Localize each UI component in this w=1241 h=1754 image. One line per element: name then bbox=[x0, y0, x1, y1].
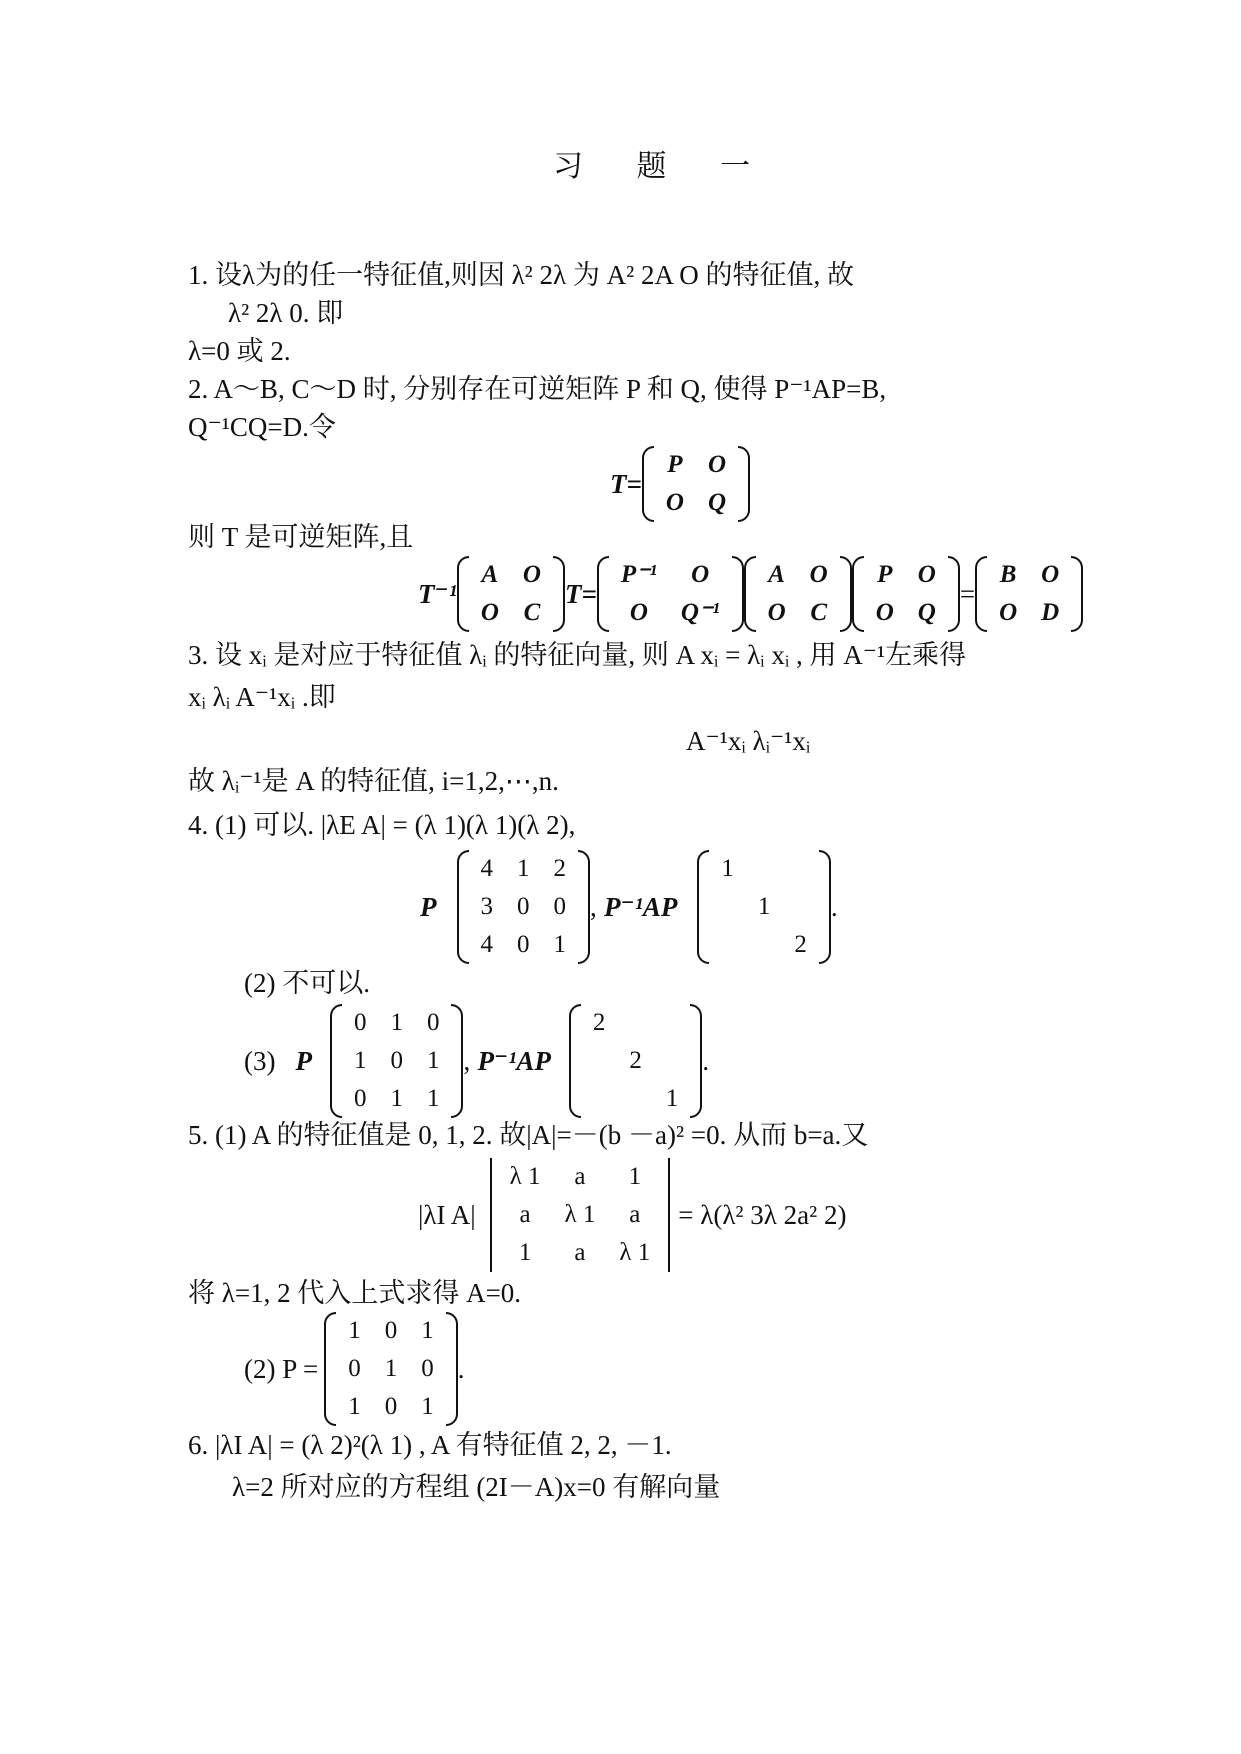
det-cell: a bbox=[574, 1163, 586, 1190]
P2-cell: 1 bbox=[348, 1393, 361, 1420]
P-label: P bbox=[420, 892, 437, 922]
P1-cell: 1 bbox=[553, 931, 566, 958]
m2-cell: P⁻¹ bbox=[620, 561, 657, 588]
det-cell: a bbox=[519, 1201, 531, 1228]
matrix-m5 bbox=[975, 556, 1083, 632]
D3-cell bbox=[581, 1042, 618, 1080]
m5-cell: B bbox=[999, 561, 1017, 588]
p3-line4: 故 λᵢ⁻¹是 A 的特征值, i=1,2,⋯,n. bbox=[188, 766, 559, 796]
P1-cell: 3 bbox=[480, 893, 493, 920]
T-matrix bbox=[642, 446, 750, 522]
det-cell: λ 1 bbox=[564, 1201, 596, 1228]
matrix-m3 bbox=[744, 556, 852, 632]
D1-cell bbox=[709, 926, 746, 964]
P1-cell: 0 bbox=[517, 931, 530, 958]
m2-cell: O bbox=[629, 599, 648, 626]
det-matrix bbox=[490, 1158, 671, 1272]
matrix-m4 bbox=[852, 556, 960, 632]
m3-cell: O bbox=[809, 561, 828, 588]
det-label: |λI A| bbox=[418, 1200, 476, 1230]
matrix-P3 bbox=[330, 1004, 464, 1118]
m2-cell: Q⁻¹ bbox=[680, 599, 720, 626]
P2-cell: 0 bbox=[421, 1355, 434, 1382]
m3-cell: O bbox=[767, 599, 786, 626]
PAP-label: P⁻¹AP bbox=[604, 892, 678, 922]
D3-cell bbox=[654, 1004, 691, 1042]
eq-lhs: T⁻¹ bbox=[418, 579, 457, 609]
m1-cell: O bbox=[522, 561, 541, 588]
P3-cell: 1 bbox=[390, 1085, 403, 1112]
m3-cell: C bbox=[810, 599, 828, 626]
p1-line1: 1. 设λ为的任一特征值,则因 λ² 2λ 为 A² 2A O 的特征值, 故 bbox=[188, 260, 854, 290]
det-cell: λ 1 bbox=[619, 1239, 651, 1266]
m2-cell: O bbox=[691, 561, 710, 588]
T-definition bbox=[610, 446, 750, 522]
P2-cell: 1 bbox=[421, 1317, 434, 1344]
matrix-D3 bbox=[569, 1004, 703, 1118]
P3-cell: 1 bbox=[353, 1047, 367, 1074]
D3-cell bbox=[617, 1004, 654, 1042]
p2-line3: 则 T 是可逆矩阵,且 bbox=[188, 522, 414, 552]
P1-cell: 0 bbox=[553, 893, 566, 920]
D1-cell bbox=[709, 888, 746, 926]
P1-cell: 4 bbox=[480, 931, 493, 958]
matrix-m1 bbox=[457, 556, 565, 632]
page-title: 习 题 一 bbox=[553, 149, 773, 184]
P2-cell: 1 bbox=[421, 1393, 434, 1420]
m4-cell: O bbox=[875, 599, 894, 626]
det-cell: 1 bbox=[628, 1163, 642, 1190]
PAP-label-3: P⁻¹AP bbox=[477, 1046, 551, 1076]
det-cell: a bbox=[574, 1239, 586, 1266]
m4-cell: O bbox=[917, 561, 936, 588]
matrix-D1 bbox=[697, 850, 831, 964]
p2-line2: Q⁻¹CQ=D.令 bbox=[188, 412, 336, 442]
det-cell: λ 1 bbox=[509, 1163, 541, 1190]
p5-line1: 5. (1) A 的特征值是 0, 1, 2. 故|A|=－(b －a)² =0. 从而 b=a.又 bbox=[188, 1120, 869, 1150]
p1-line2: λ² 2λ 0. 即 bbox=[228, 298, 344, 328]
T-label: T= bbox=[610, 469, 642, 499]
p4-item2: (2) 不可以. bbox=[244, 968, 370, 998]
T-matrix-cell: O bbox=[707, 451, 727, 478]
D3-cell: 2 bbox=[592, 1009, 606, 1036]
matrix-P1 bbox=[457, 850, 591, 964]
D3-cell: 1 bbox=[665, 1085, 679, 1112]
p4-item3-matrices: (3) P 0 1 0 1 0 1 0 1 1 , P⁻¹AP 2 2 1 . bbox=[244, 1004, 709, 1118]
det-cell: 1 bbox=[518, 1239, 532, 1266]
det-rhs: = λ(λ² 3λ 2a² 2) bbox=[678, 1200, 847, 1230]
P3-cell: 1 bbox=[390, 1009, 403, 1036]
D1-cell bbox=[746, 926, 783, 964]
p3-line2: xᵢ λᵢ A⁻¹xᵢ .即 bbox=[188, 682, 336, 712]
P1-cell: 4 bbox=[480, 855, 493, 882]
p5-line2: 将 λ=1, 2 代入上式求得 A=0. bbox=[188, 1278, 522, 1308]
P1-cell: 1 bbox=[517, 855, 530, 882]
P2-cell: 1 bbox=[348, 1317, 361, 1344]
P3-cell: 1 bbox=[426, 1047, 440, 1074]
m1-cell: A bbox=[481, 561, 499, 588]
P-label-3: P bbox=[295, 1046, 312, 1076]
m5-cell: D bbox=[1041, 599, 1060, 626]
m1-cell: C bbox=[523, 599, 541, 626]
m1-cell: O bbox=[480, 599, 499, 626]
p4-item1-matrices: P 4 1 2 3 0 0 4 0 1 , P⁻¹AP 1 1 2 . bbox=[420, 850, 838, 964]
block-equation bbox=[418, 556, 1083, 632]
det-cell: a bbox=[629, 1201, 641, 1228]
P3-cell: 0 bbox=[353, 1085, 367, 1112]
D3-cell bbox=[617, 1080, 654, 1118]
P2-cell: 0 bbox=[384, 1317, 398, 1344]
p4-line1: 4. (1) 可以. |λE A| = (λ 1)(λ 1)(λ 2), bbox=[188, 810, 576, 840]
T-matrix-cell: P bbox=[667, 451, 683, 478]
P3-cell: 1 bbox=[426, 1085, 440, 1112]
P1-cell: 0 bbox=[517, 893, 530, 920]
p5-determinant bbox=[418, 1158, 846, 1272]
D3-cell: 2 bbox=[629, 1047, 642, 1074]
p5-item2-label: (2) P = bbox=[244, 1354, 319, 1384]
D1-cell bbox=[782, 888, 819, 926]
m4-cell: Q bbox=[917, 599, 936, 626]
P3-cell: 0 bbox=[390, 1047, 403, 1074]
D1-cell: 1 bbox=[757, 893, 771, 920]
p1-line3: λ=0 或 2. bbox=[188, 336, 291, 366]
P3-cell: 0 bbox=[426, 1009, 440, 1036]
p6-line2: λ=2 所对应的方程组 (2I－A)x=0 有解向量 bbox=[232, 1472, 721, 1502]
m4-cell: P bbox=[877, 561, 893, 588]
T-matrix-cell: Q bbox=[707, 489, 727, 516]
P2-cell: 0 bbox=[384, 1393, 398, 1420]
p2-line1: 2. A～B, C～D 时, 分别存在可逆矩阵 P 和 Q, 使得 P⁻¹AP=B, bbox=[188, 374, 887, 404]
D3-cell bbox=[654, 1042, 691, 1080]
eq-mid: T= bbox=[564, 579, 597, 609]
p3-line3: A⁻¹xᵢ λᵢ⁻¹xᵢ bbox=[686, 726, 811, 756]
P3-cell: 0 bbox=[353, 1009, 367, 1036]
D1-cell bbox=[782, 850, 819, 888]
p5-item2: (2) P = 1 0 1 0 1 0 1 0 1 . bbox=[244, 1312, 464, 1426]
D3-cell bbox=[581, 1080, 618, 1118]
P1-cell: 2 bbox=[553, 855, 566, 882]
D1-cell bbox=[746, 850, 783, 888]
eq-sign: = bbox=[959, 579, 976, 609]
p3-line1: 3. 设 xᵢ 是对应于特征值 λᵢ 的特征向量, 则 A xᵢ = λᵢ xᵢ , 用 A⁻¹左乘得 bbox=[188, 640, 967, 670]
matrix-P2 bbox=[324, 1312, 458, 1426]
p4-item3-label: (3) bbox=[244, 1046, 276, 1076]
P2-cell: 1 bbox=[384, 1355, 398, 1382]
p6-line1: 6. |λI A| = (λ 2)²(λ 1) , A 有特征值 2, 2, －1. bbox=[188, 1430, 672, 1460]
D1-cell: 2 bbox=[794, 931, 807, 958]
m3-cell: A bbox=[768, 561, 785, 588]
P2-cell: 0 bbox=[348, 1355, 361, 1382]
D1-cell: 1 bbox=[721, 855, 734, 882]
matrix-m2 bbox=[597, 556, 744, 632]
m5-cell: O bbox=[999, 599, 1018, 626]
T-matrix-cell: O bbox=[665, 489, 684, 516]
m5-cell: O bbox=[1041, 561, 1060, 588]
